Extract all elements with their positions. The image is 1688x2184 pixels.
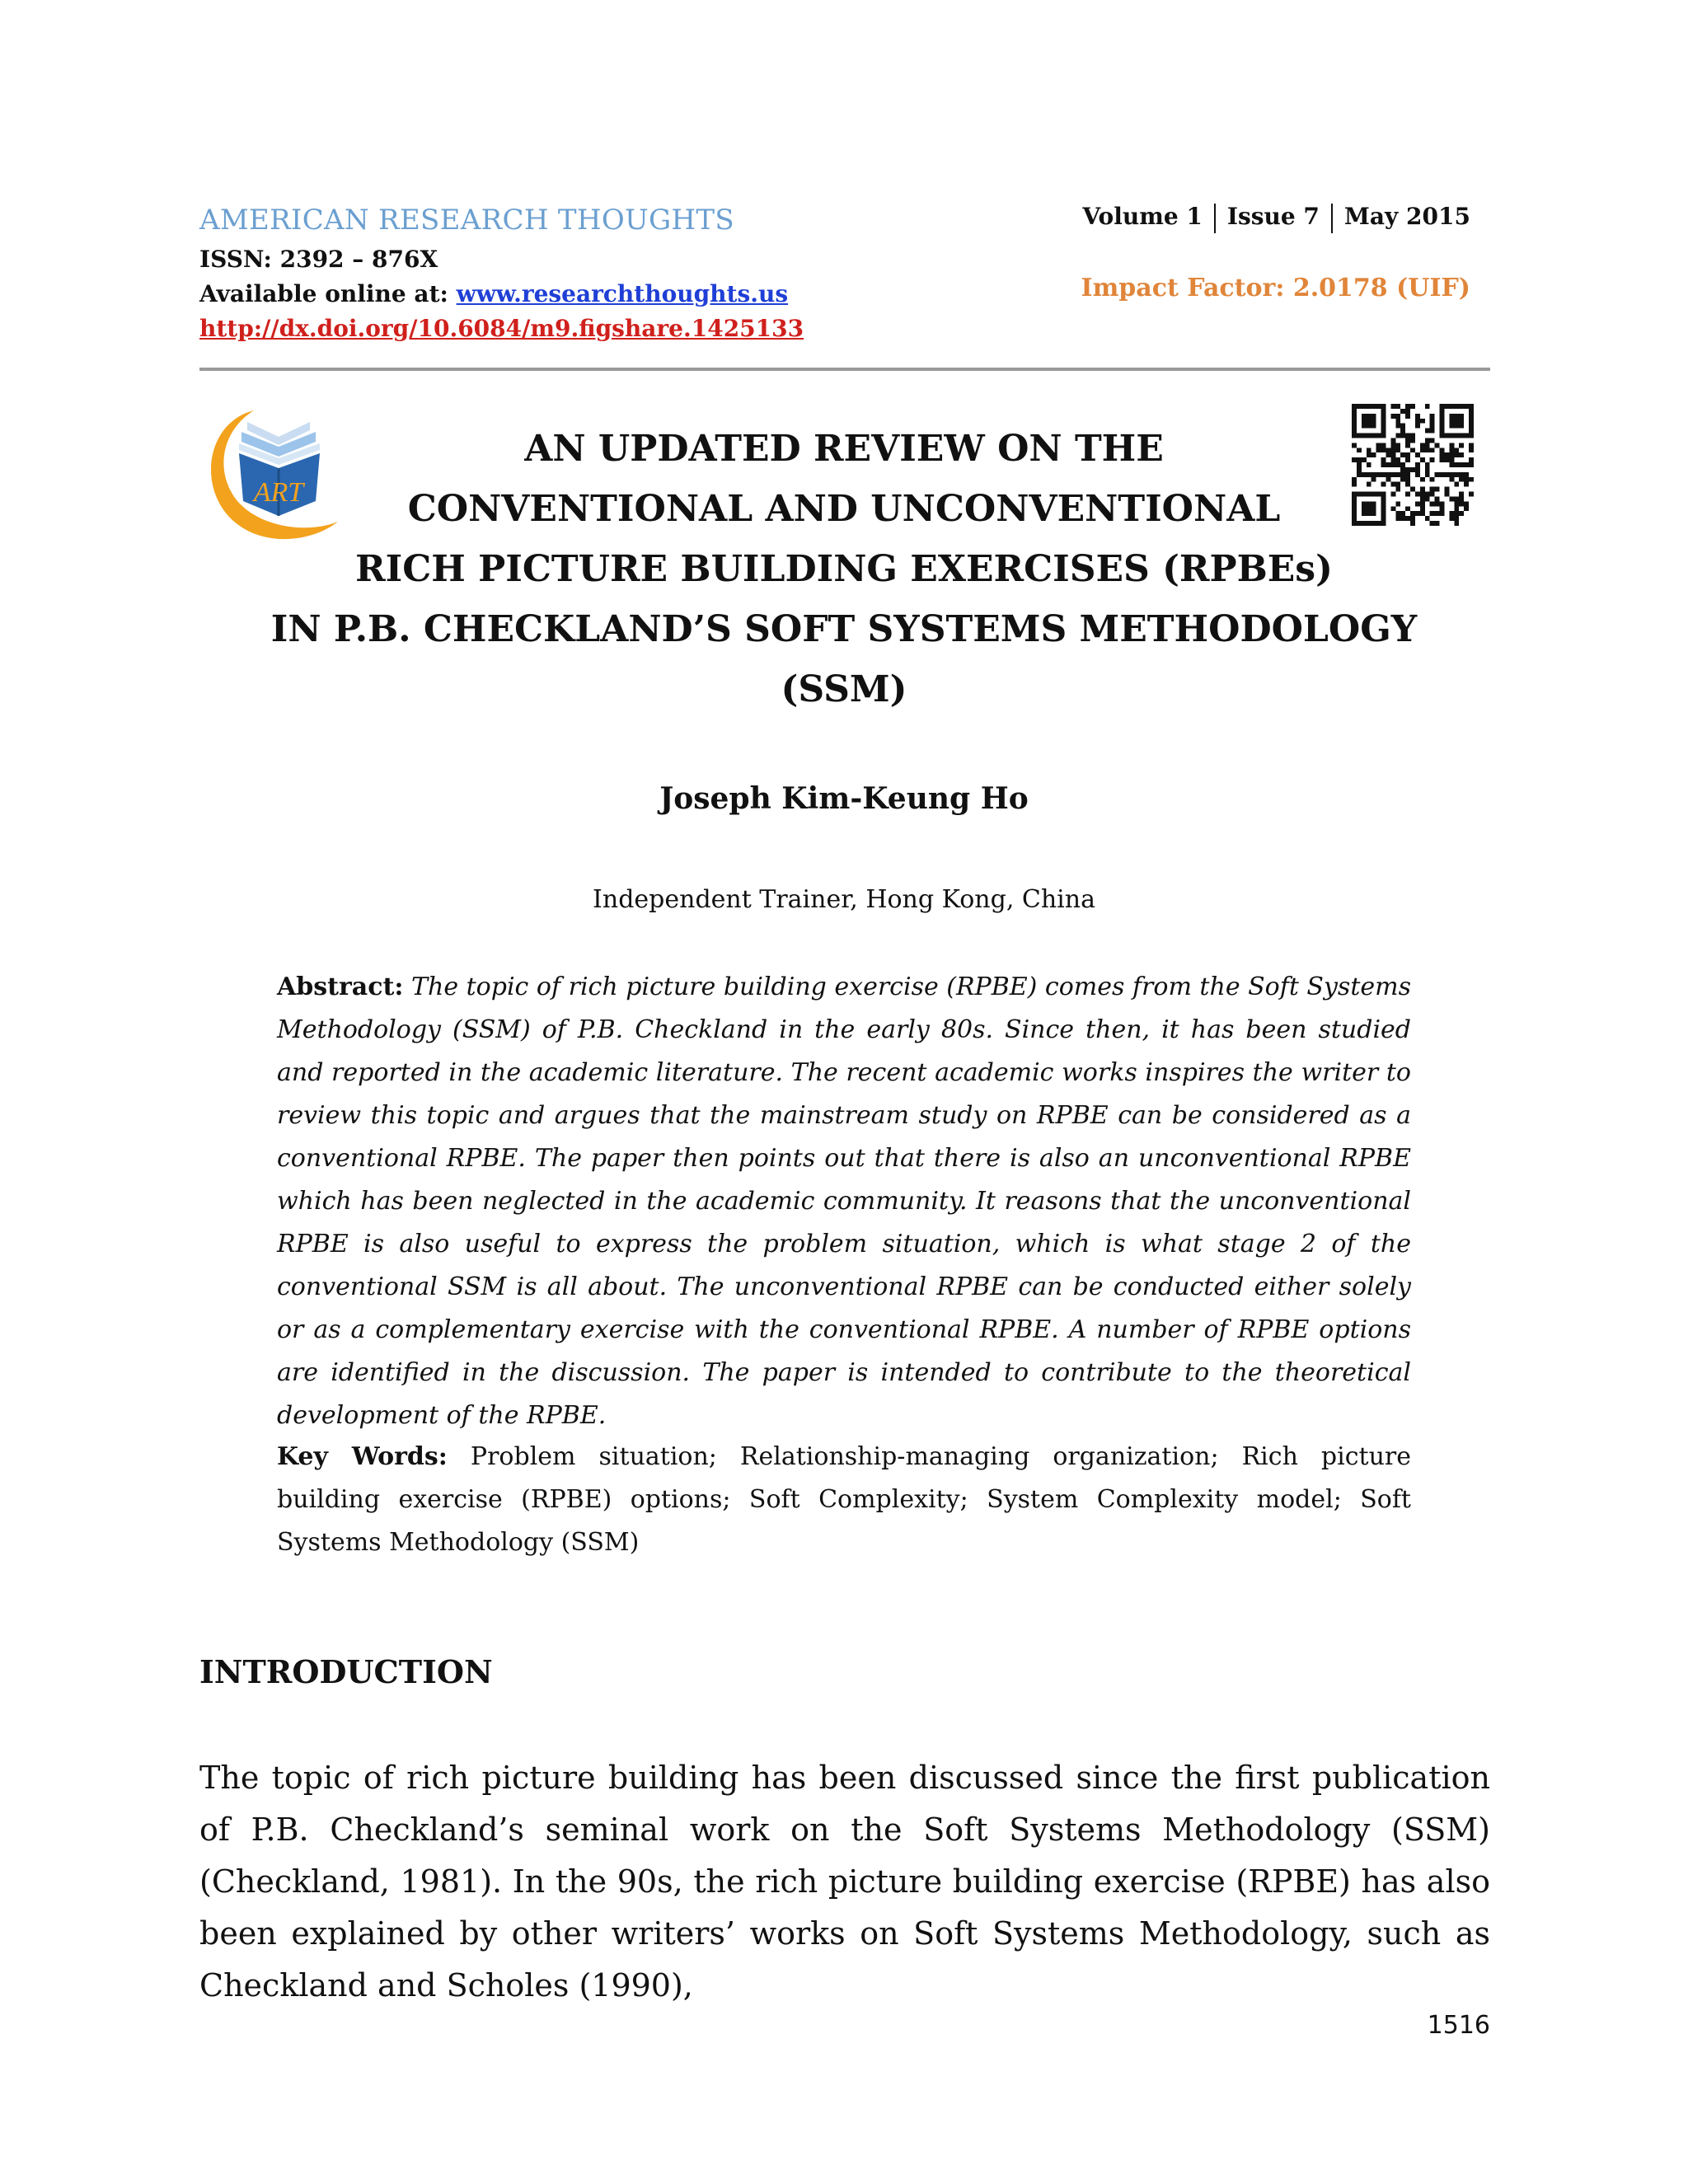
qr-module (1454, 506, 1459, 511)
qr-module (1469, 477, 1474, 482)
qr-module (1454, 472, 1459, 477)
separator (1331, 204, 1333, 233)
qr-module (1469, 414, 1474, 419)
qr-module (1449, 457, 1454, 462)
qr-module (1464, 501, 1469, 506)
qr-module (1469, 443, 1474, 448)
qr-module (1454, 448, 1459, 452)
author-affiliation: Independent Trainer, Hong Kong, China (593, 885, 1095, 914)
qr-module (1464, 482, 1469, 487)
qr-module (1395, 404, 1400, 409)
qr-module (1454, 511, 1459, 516)
qr-module (1454, 404, 1459, 409)
qr-module (1381, 404, 1386, 409)
qr-module (1449, 452, 1454, 457)
qr-module (1469, 419, 1474, 424)
qr-module (1459, 419, 1464, 424)
qr-module (1459, 414, 1464, 419)
qr-module (1459, 472, 1464, 477)
qr-module (1454, 462, 1459, 467)
qr-module (1464, 506, 1469, 511)
qr-module (1469, 462, 1474, 467)
qr-module (1464, 462, 1469, 467)
keywords (277, 1436, 1411, 1564)
qr-module (1352, 414, 1357, 419)
qr-module (1469, 404, 1474, 409)
qr-module (1469, 448, 1474, 452)
qr-module (1464, 472, 1469, 477)
qr-module (1440, 409, 1445, 414)
logo-text: ART (253, 477, 304, 508)
qr-module (1464, 404, 1469, 409)
qr-module (1449, 511, 1454, 516)
qr-module (1449, 434, 1454, 438)
author-name: Joseph Kim-Keung Ho (659, 781, 1029, 816)
qr-module (1390, 414, 1395, 419)
qr-module (1367, 404, 1372, 409)
qr-module (1459, 462, 1464, 467)
title-line: (SSM) (781, 668, 907, 710)
qr-module (1464, 477, 1469, 482)
qr-module (1425, 404, 1430, 409)
qr-module (1459, 501, 1464, 506)
introduction-paragraph: The topic of rich picture building has been discussed since the first publication of P.B. Checkland’s seminal work on the Soft Systems Methodology (SSM) (Checkland, 1981). In the 90s, the rich picture building exercise (RPBE) has also been explained by other writers’ works on Soft Systems Methodology, such as Checkland and Scholes (1990), (199, 1760, 1490, 2004)
qr-module (1459, 434, 1464, 438)
qr-module (1444, 452, 1449, 457)
qr-module (1400, 409, 1405, 414)
qr-module (1449, 424, 1454, 429)
qr-module (1454, 482, 1459, 487)
qr-module (1459, 404, 1464, 409)
qr-module (1410, 404, 1415, 409)
qr-module (1352, 404, 1357, 409)
qr-module (1430, 414, 1435, 419)
qr-module (1469, 434, 1474, 438)
qr-module (1459, 477, 1464, 482)
qr-module (1390, 404, 1395, 409)
title-line: CONVENTIONAL AND UNCONVENTIONAL (407, 488, 1281, 530)
qr-module (1469, 492, 1474, 497)
available-label: Available online at: (199, 280, 457, 307)
qr-module (1469, 424, 1474, 429)
doi-link[interactable]: http://dx.doi.org/10.6084/m9.figshare.1425133 (199, 315, 804, 342)
qr-module (1381, 414, 1386, 419)
keywords-label: Key Words: (277, 1442, 448, 1471)
qr-module (1362, 414, 1367, 419)
title-line: RICH PICTURE BUILDING EXERCISES (RPBEs) (355, 548, 1333, 590)
qr-module (1449, 448, 1454, 452)
qr-module (1405, 414, 1410, 419)
qr-module (1454, 452, 1459, 457)
qr-module (1352, 409, 1357, 414)
title-line: AN UPDATED REVIEW ON THE (524, 428, 1164, 470)
qr-module (1454, 424, 1459, 429)
qr-module (1449, 443, 1454, 448)
qr-module (1449, 414, 1454, 419)
qr-module (1444, 404, 1449, 409)
keywords-text: Problem situation; Relationship-managing organization; Rich picture building exercise (RPBE) options; Soft Complexity; System Complexity model; Soft Systems Methodology (SSM) (277, 1442, 1411, 1557)
qr-module (1405, 409, 1410, 414)
qr-module (1444, 472, 1449, 477)
qr-module (1454, 521, 1459, 526)
qr-module (1449, 477, 1454, 482)
qr-module (1372, 404, 1376, 409)
issn: ISSN: 2392 – 876X (199, 246, 438, 273)
section-heading-introduction: INTRODUCTION (199, 1653, 493, 1690)
qr-module (1440, 404, 1445, 409)
qr-module (1415, 414, 1420, 419)
qr-module (1454, 434, 1459, 438)
volume-issue-date (1082, 203, 1470, 233)
qr-module (1459, 511, 1464, 516)
qr-module (1372, 414, 1376, 419)
qr-module (1469, 457, 1474, 462)
qr-module (1459, 492, 1464, 497)
page-number: 1516 (1427, 2011, 1490, 2040)
qr-module (1367, 414, 1372, 419)
qr-module (1459, 424, 1464, 429)
qr-module (1444, 434, 1449, 438)
qr-module (1449, 419, 1454, 424)
separator (1214, 204, 1216, 233)
available-online (199, 280, 788, 307)
qr-module (1362, 404, 1367, 409)
qr-module (1454, 516, 1459, 521)
abstract-text: The topic of rich picture building exercise (RPBE) comes from the Soft Systems Methodology (SSM) of P.B. Checkland in the early 80s. Since then, it has been studied and reported in the academic literature. The recent academic works inspires the writer to review this topic and argues that the mainstream study on RPBE can be considered as a conventional RPBE. The paper then points out that there is also an unconventional RPBE which has been neglected in the academic community. It reasons that the unconventional RPBE is also useful to express the problem situation, which is what stage 2 of the conventional SSM is all about. The unconventional RPBE can be conducted either solely or as a complementary exercise with the conventional RPBE. A number of RPBE options are identified in the discussion. The paper is intended to contribute to the theoretical development of the RPBE. (277, 972, 1411, 1430)
qr-module (1440, 414, 1445, 419)
qr-module (1395, 414, 1400, 419)
paper-title (247, 419, 1441, 719)
qr-module (1449, 496, 1454, 501)
qr-module (1459, 496, 1464, 501)
qr-module (1459, 443, 1464, 448)
qr-module (1449, 404, 1454, 409)
publication-date: May 2015 (1343, 203, 1470, 230)
qr-module (1454, 414, 1459, 419)
volume: Volume 1 (1082, 203, 1203, 230)
qr-module (1405, 404, 1410, 409)
qr-module (1357, 404, 1362, 409)
abstract-label: Abstract: (277, 972, 404, 1001)
journal-name: AMERICAN RESEARCH THOUGHTS (199, 204, 734, 237)
issue: Issue 7 (1226, 203, 1320, 230)
qr-module (1469, 409, 1474, 414)
qr-module (1469, 429, 1474, 434)
journal-website-link[interactable]: www.researchthoughts.us (456, 280, 789, 307)
qr-module (1454, 496, 1459, 501)
qr-module (1459, 452, 1464, 457)
qr-module (1449, 462, 1454, 467)
header-divider (199, 368, 1490, 371)
qr-module (1454, 501, 1459, 506)
qr-module (1454, 419, 1459, 424)
title-line: IN P.B. CHECKLAND’S SOFT SYSTEMS METHODOLOGY (270, 608, 1418, 650)
qr-module (1444, 487, 1449, 492)
impact-factor: Impact Factor: 2.0178 (UIF) (1081, 274, 1470, 302)
qr-module (1381, 409, 1386, 414)
qr-module (1444, 457, 1449, 462)
qr-module (1464, 434, 1469, 438)
qr-module (1376, 404, 1381, 409)
qr-module (1444, 492, 1449, 497)
abstract (277, 966, 1411, 1437)
qr-module (1449, 472, 1454, 477)
qr-module (1449, 516, 1454, 521)
